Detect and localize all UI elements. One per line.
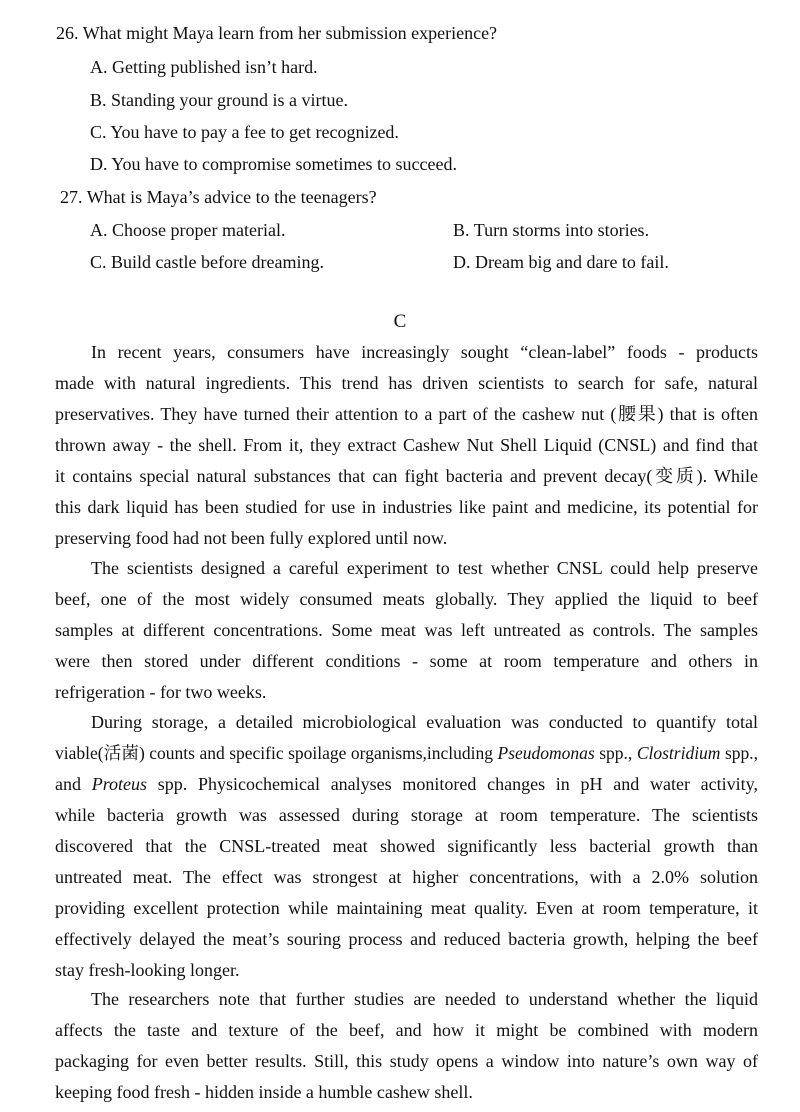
question-26 [56, 22, 497, 44]
option-26-b[interactable] [90, 89, 348, 111]
organism-name: Clostridium [636, 743, 721, 763]
passage-paragraph-4 [55, 984, 758, 1108]
passage-line: effectively delayed the meat’s souring process and reduced bacteria growth, helping the beef [55, 929, 758, 949]
option-label: B. [90, 90, 107, 110]
text-run: spp., [594, 743, 637, 763]
passage-line: keeping food fresh - hidden inside a humble cashew shell. [55, 1082, 473, 1102]
passage-line [55, 769, 758, 800]
option-26-c[interactable] [90, 121, 399, 143]
option-text: Standing your ground is a virtue. [111, 90, 348, 110]
option-text: You have to pay a fee to get recognized. [110, 122, 399, 142]
passage-line: refrigeration - for two weeks. [55, 682, 267, 702]
option-label: B. [453, 220, 470, 240]
question-number: 26. [56, 23, 79, 43]
passage-line: preserving food had not been fully explored until now. [55, 528, 448, 548]
option-label: D. [90, 154, 108, 174]
passage-line: packaging for even better results. Still, this study opens a window into nature’s own way of [55, 1051, 758, 1071]
option-26-a[interactable] [90, 56, 318, 78]
passage-line: In recent years, consumers have increasingly sought “clean-label” foods - products [91, 342, 758, 362]
question-text: What might Maya learn from her submission experience? [82, 23, 498, 43]
option-text: Dream big and dare to fail. [475, 252, 669, 272]
option-27-c[interactable] [90, 251, 324, 273]
option-label: A. [90, 220, 108, 240]
option-label: C. [90, 122, 107, 142]
passage-line: samples at different concentrations. Some meat was left untreated as controls. The samples [55, 620, 758, 640]
question-27 [60, 186, 377, 208]
passage-line: this dark liquid has been studied for use in industries like paint and medicine, its potential for [55, 497, 758, 517]
option-text: Turn storms into stories. [473, 220, 650, 240]
option-label: A. [90, 57, 108, 77]
question-number: 27. [60, 187, 83, 207]
passage-line: providing excellent protection while maintaining meat quality. Even at room temperature, it [55, 898, 758, 918]
passage-line: During storage, a detailed microbiological evaluation was conducted to quantify total [91, 712, 758, 732]
option-27-d[interactable] [453, 251, 669, 273]
option-label: C. [90, 252, 107, 272]
passage-paragraph-2 [55, 553, 758, 708]
option-text: Getting published isn’t hard. [112, 57, 318, 77]
section-heading: C [393, 311, 407, 332]
passage-line [55, 738, 758, 769]
passage-paragraph-3 [55, 707, 758, 986]
passage-line: made with natural ingredients. This trend has driven scientists to search for safe, natural [55, 373, 758, 393]
passage-line: it contains special natural substances that can fight bacteria and prevent decay(变质). While [55, 466, 758, 486]
text-run: viable(活菌) counts and specific spoilage organisms,including [55, 743, 498, 763]
option-text: Choose proper material. [112, 220, 286, 240]
option-27-a[interactable] [90, 219, 285, 241]
passage-line: were then stored under different conditions - some at room temperature and others in [55, 651, 758, 671]
passage-line: The researchers note that further studies are needed to understand whether the liquid [91, 989, 758, 1009]
passage-line: stay fresh-looking longer. [55, 960, 240, 980]
organism-name: Pseudomonas [497, 743, 595, 763]
passage-line: thrown away - the shell. From it, they extract Cashew Nut Shell Liquid (CNSL) and find that [55, 435, 758, 455]
option-26-d[interactable] [90, 153, 457, 175]
passage-paragraph-1 [55, 337, 758, 554]
text-run: and [55, 774, 92, 794]
passage-line: beef, one of the most widely consumed meats globally. They applied the liquid to beef [55, 589, 758, 609]
passage-line: The scientists designed a careful experiment to test whether CNSL could help preserve [91, 558, 758, 578]
passage-line: preservatives. They have turned their attention to a part of the cashew nut (腰果) that is often [55, 404, 758, 424]
passage-line: while bacteria growth was assessed during storage at room temperature. The scientists [55, 805, 758, 825]
text-run: spp. Physicochemical analyses monitored changes in pH and water activity, [147, 774, 758, 794]
option-text: You have to compromise sometimes to succeed. [111, 154, 457, 174]
passage-line: discovered that the CNSL-treated meat showed significantly less bacterial growth than [55, 836, 758, 856]
passage-line: untreated meat. The effect was strongest at higher concentrations, with a 2.0% solution [55, 867, 758, 887]
option-27-b[interactable] [453, 219, 649, 241]
passage-line: affects the taste and texture of the beef, and how it might be combined with modern [55, 1020, 758, 1040]
option-text: Build castle before dreaming. [111, 252, 324, 272]
question-text: What is Maya’s advice to the teenagers? [86, 187, 377, 207]
organism-name: Proteus [91, 774, 148, 794]
option-label: D. [453, 252, 471, 272]
text-run: spp., [720, 743, 759, 763]
